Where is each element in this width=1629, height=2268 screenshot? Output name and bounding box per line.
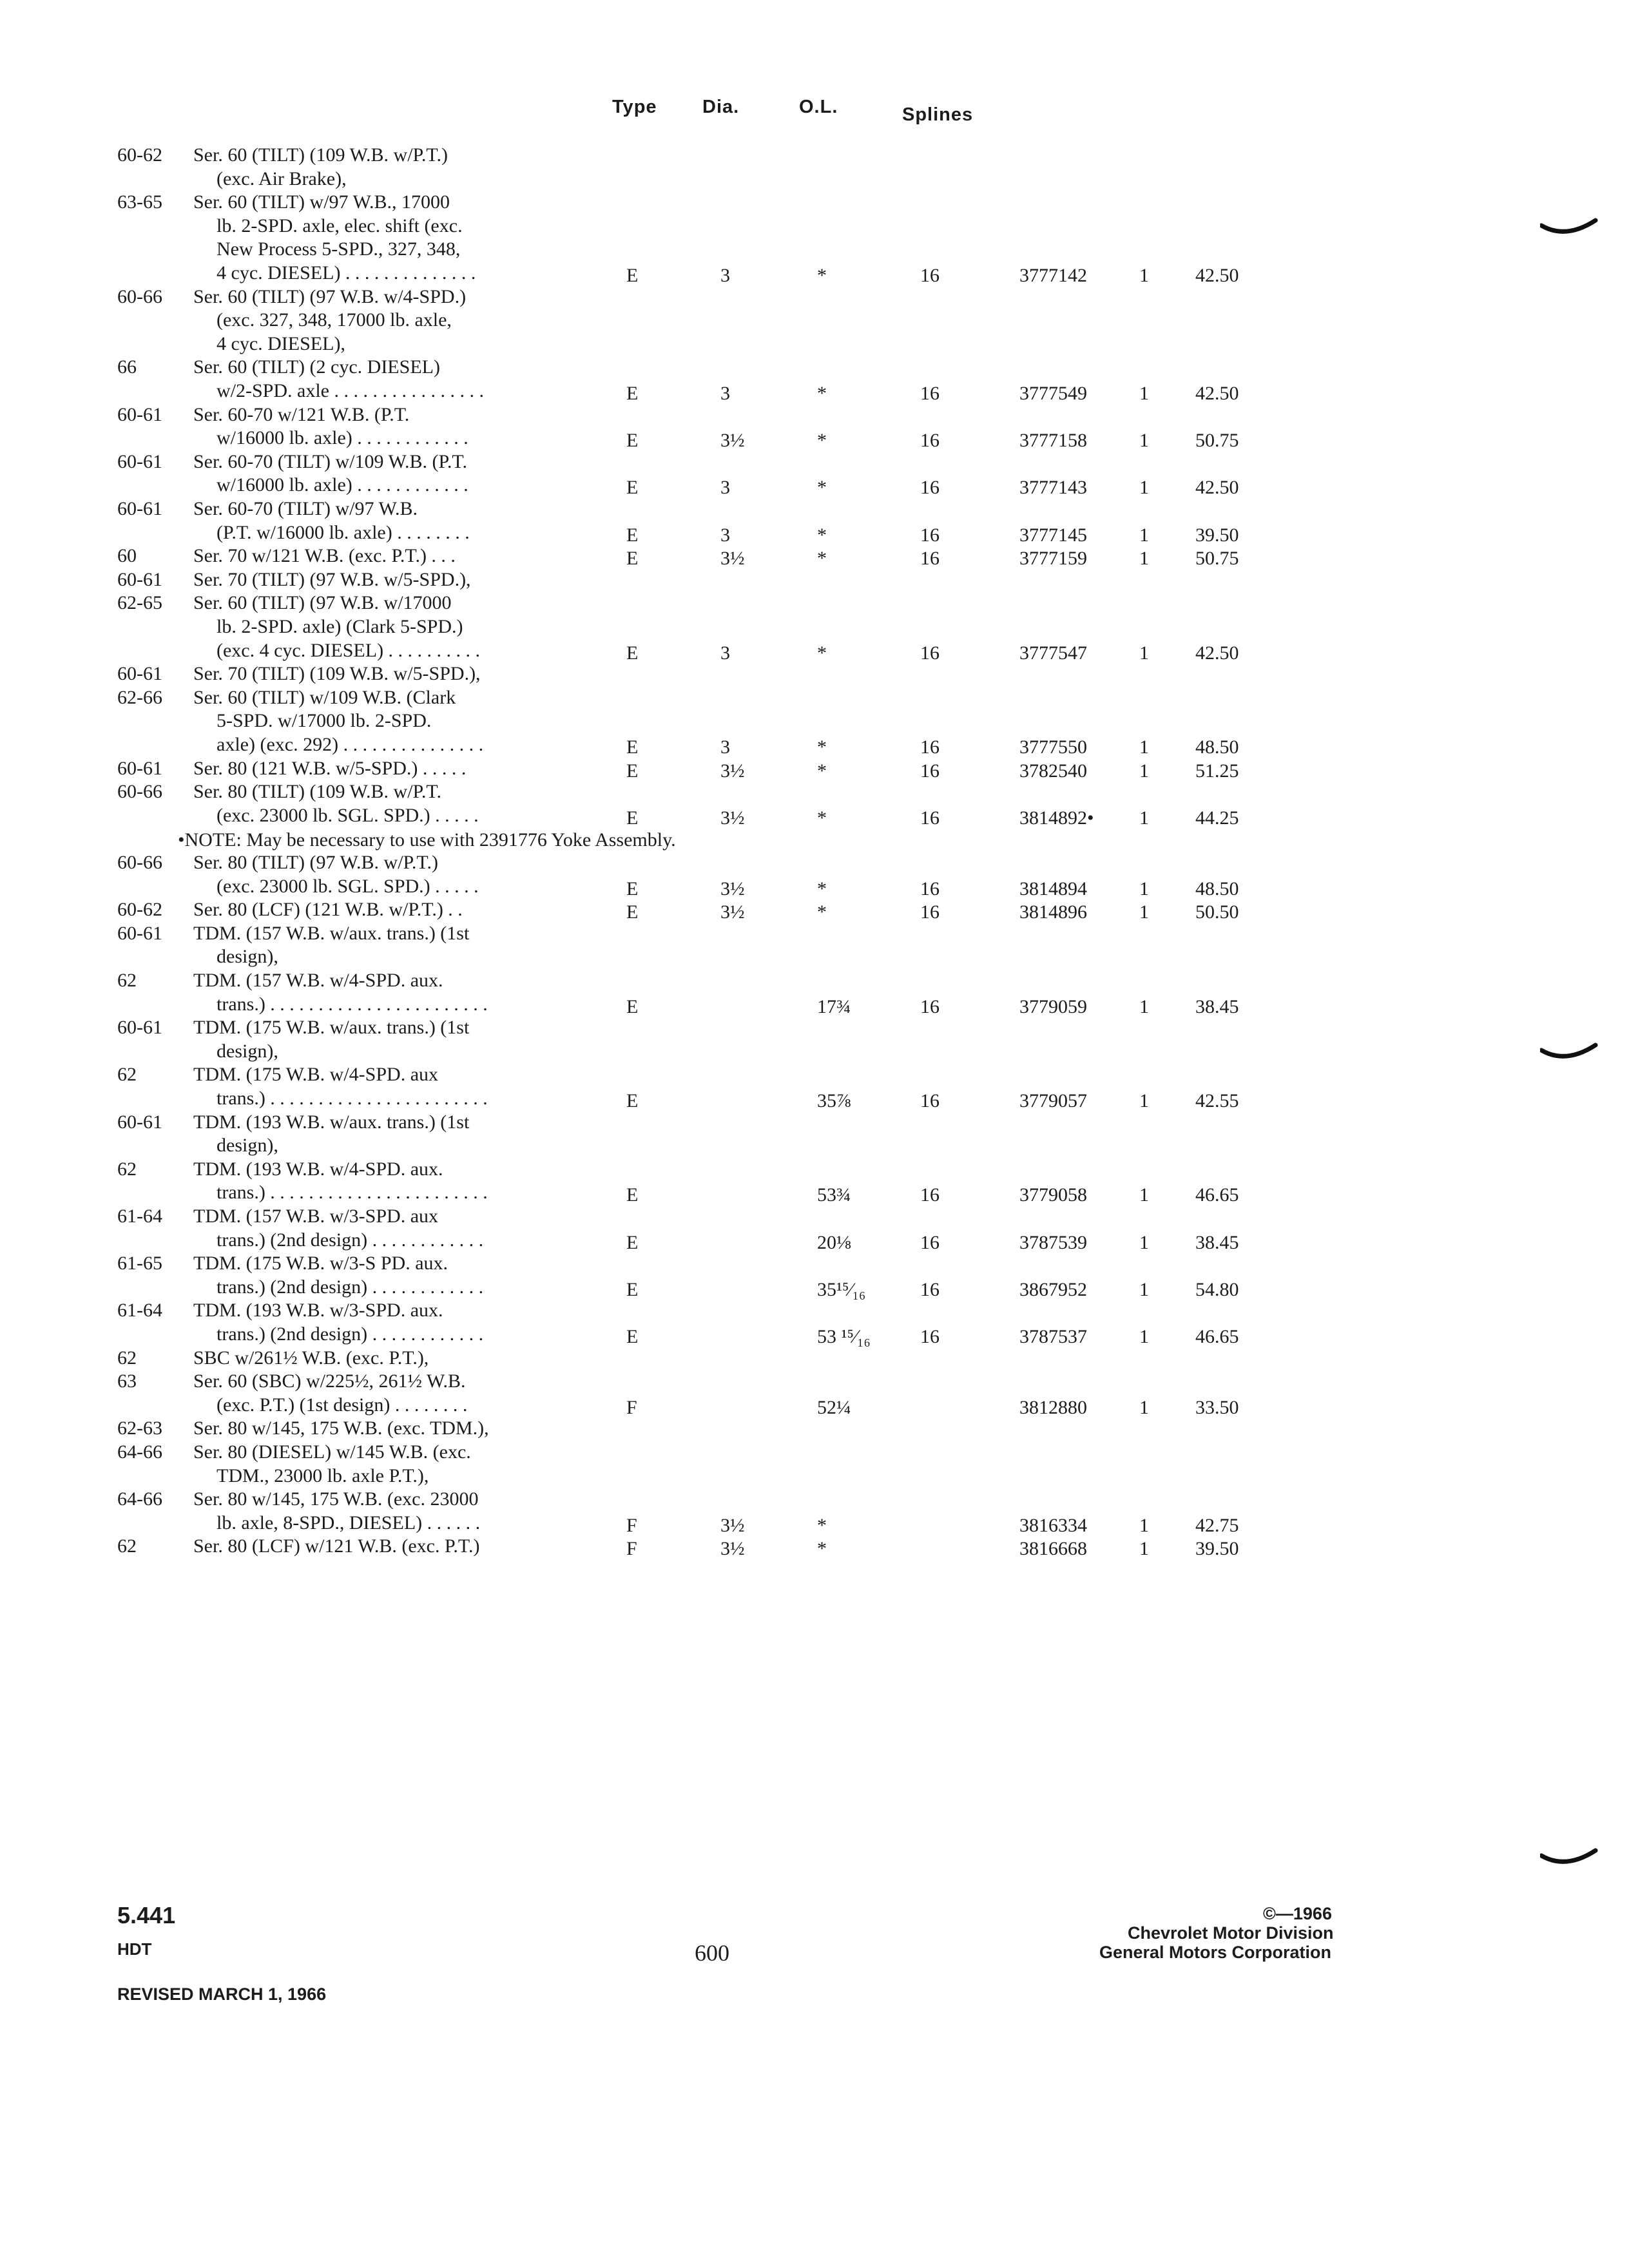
cell-qty: 1 <box>1139 760 1149 782</box>
binding-mark-icon <box>1540 1836 1598 1875</box>
cell-ol: * <box>817 548 827 570</box>
cell-type: E <box>626 760 639 782</box>
model-description: Ser. 70 w/121 W.B. (exc. P.T.) . . . <box>193 545 456 567</box>
cell-ol: * <box>817 760 827 782</box>
model-years: 63 <box>117 1370 137 1392</box>
model-description: Ser. 60-70 (TILT) w/109 W.B. (P.T. <box>193 450 467 472</box>
model-description: lb. 2-SPD. axle, elec. shift (exc. <box>217 215 463 236</box>
header-ol: O.L. <box>799 97 838 117</box>
binding-mark-icon <box>1540 206 1598 245</box>
cell-splines: 16 <box>920 477 940 499</box>
cell-part: 3779058 <box>1019 1184 1087 1206</box>
model-years: 62 <box>117 970 137 991</box>
model-description: 5-SPD. w/17000 lb. 2-SPD. <box>217 710 432 732</box>
cell-qty: 1 <box>1139 477 1149 499</box>
cell-price: 46.65 <box>1195 1326 1239 1347</box>
cell-qty: 1 <box>1139 1538 1149 1560</box>
model-years: 64-66 <box>117 1441 162 1463</box>
cell-part: 3814892• <box>1019 807 1094 829</box>
section-sub: HDT <box>117 1939 152 1959</box>
model-years: 60-61 <box>117 450 162 472</box>
model-years: 60-61 <box>117 1111 162 1133</box>
cell-dia: 3½ <box>720 807 745 829</box>
cell-qty: 1 <box>1139 807 1149 829</box>
model-description: lb. axle, 8-SPD., DIESEL) . . . . . . <box>217 1512 481 1533</box>
cell-price: 39.50 <box>1195 524 1239 546</box>
model-description: w/16000 lb. axle) . . . . . . . . . . . . <box>217 474 468 496</box>
model-description: Ser. 60 (TILT) (97 W.B. w/17000 <box>193 592 452 614</box>
model-years: 61-64 <box>117 1206 162 1227</box>
model-description: Ser. 60-70 w/121 W.B. (P.T. <box>193 403 410 425</box>
cell-splines: 16 <box>920 383 940 404</box>
model-description: Ser. 60 (SBC) w/225½, 261½ W.B. <box>193 1370 466 1392</box>
model-description: TDM. (193 W.B. w/3-SPD. aux. <box>193 1300 443 1321</box>
model-description: (exc. Air Brake), <box>217 168 347 189</box>
cell-part: 3777159 <box>1019 548 1087 570</box>
model-description: 4 cyc. DIESEL) . . . . . . . . . . . . . . <box>217 262 476 284</box>
cell-splines: 16 <box>920 1184 940 1206</box>
model-description: TDM. (157 W.B. w/3-SPD. aux <box>193 1206 439 1227</box>
model-description: trans.) . . . . . . . . . . . . . . . . . . . . . . . <box>217 1088 488 1109</box>
cell-type: E <box>626 524 639 546</box>
cell-ol: 17¾ <box>817 995 851 1017</box>
cell-part: 3777550 <box>1019 736 1087 758</box>
model-description: Ser. 60-70 (TILT) w/97 W.B. <box>193 498 418 519</box>
model-description: 4 cyc. DIESEL), <box>217 332 345 354</box>
model-description: New Process 5-SPD., 327, 348, <box>217 238 461 260</box>
cell-type: E <box>626 548 639 570</box>
model-description: lb. 2-SPD. axle) (Clark 5-SPD.) <box>217 616 463 637</box>
cell-type: F <box>626 1514 637 1536</box>
model-description: axle) (exc. 292) . . . . . . . . . . . . . . . <box>217 734 484 755</box>
model-description: trans.) (2nd design) . . . . . . . . . . . . <box>217 1229 484 1251</box>
cell-qty: 1 <box>1139 901 1149 923</box>
model-description: Ser. 80 (TILT) (109 W.B. w/P.T. <box>193 781 442 803</box>
cell-part: 3814894 <box>1019 878 1087 899</box>
cell-splines: 16 <box>920 878 940 899</box>
cell-ol: * <box>817 878 827 899</box>
cell-type: E <box>626 1184 639 1206</box>
model-description: (exc. 23000 lb. SGL. SPD.) . . . . . <box>217 804 479 826</box>
cell-dia: 3½ <box>720 430 745 452</box>
cell-dia: 3 <box>720 642 730 664</box>
cell-price: 42.75 <box>1195 1514 1239 1536</box>
model-years: 61-65 <box>117 1253 162 1274</box>
cell-splines: 16 <box>920 995 940 1017</box>
cell-ol: * <box>817 1514 827 1536</box>
model-years: 60-61 <box>117 922 162 944</box>
cell-type: E <box>626 878 639 899</box>
cell-dia: 3 <box>720 265 730 286</box>
cell-ol: * <box>817 1538 827 1560</box>
model-description: (P.T. w/16000 lb. axle) . . . . . . . . <box>217 521 470 543</box>
model-description: Ser. 80 (TILT) (97 W.B. w/P.T.) <box>193 852 438 873</box>
cell-part: 3867952 <box>1019 1278 1087 1300</box>
header-splines: Splines <box>902 104 974 125</box>
cell-dia: 3 <box>720 524 730 546</box>
cell-qty: 1 <box>1139 1326 1149 1347</box>
cell-ol: 35¹⁵⁄₁₆ <box>817 1278 866 1300</box>
cell-price: 54.80 <box>1195 1278 1239 1300</box>
model-description: TDM. (193 W.B. w/4-SPD. aux. <box>193 1158 443 1180</box>
model-years: 62-63 <box>117 1418 162 1439</box>
cell-qty: 1 <box>1139 1514 1149 1536</box>
cell-price: 44.25 <box>1195 807 1239 829</box>
binding-mark-icon <box>1540 1031 1598 1070</box>
cell-splines: 16 <box>920 760 940 782</box>
model-description: Ser. 60 (TILT) w/109 W.B. (Clark <box>193 686 456 708</box>
cell-type: E <box>626 265 639 286</box>
cell-ol: 52¼ <box>817 1396 851 1418</box>
model-description: Ser. 70 (TILT) (97 W.B. w/5-SPD.), <box>193 568 471 590</box>
cell-splines: 16 <box>920 1326 940 1347</box>
cell-price: 38.45 <box>1195 1231 1239 1253</box>
cell-ol: * <box>817 807 827 829</box>
model-description: trans.) . . . . . . . . . . . . . . . . . . . . . . . <box>217 1182 488 1204</box>
model-description: trans.) . . . . . . . . . . . . . . . . . . . . . . . <box>217 993 488 1015</box>
cell-ol: * <box>817 524 827 546</box>
model-description: Ser. 80 w/145, 175 W.B. (exc. 23000 <box>193 1488 479 1510</box>
cell-part: 3782540 <box>1019 760 1087 782</box>
cell-type: E <box>626 383 639 404</box>
cell-part: 3777142 <box>1019 265 1087 286</box>
model-years: 60 <box>117 545 137 567</box>
cell-dia: 3½ <box>720 760 745 782</box>
cell-dia: 3 <box>720 736 730 758</box>
cell-part: 3777143 <box>1019 477 1087 499</box>
model-years: 62 <box>117 1535 137 1557</box>
cell-qty: 1 <box>1139 383 1149 404</box>
model-description: (exc. P.T.) (1st design) . . . . . . . . <box>217 1394 468 1416</box>
cell-splines: 16 <box>920 1090 940 1111</box>
model-description: Ser. 80 (LCF) (121 W.B. w/P.T.) . . <box>193 899 463 921</box>
page-number: 600 <box>695 1940 729 1966</box>
cell-price: 42.55 <box>1195 1090 1239 1111</box>
cell-qty: 1 <box>1139 524 1149 546</box>
cell-ol: 20⅛ <box>817 1231 851 1253</box>
model-years: 61-64 <box>117 1300 162 1321</box>
cell-dia: 3½ <box>720 548 745 570</box>
cell-ol: * <box>817 642 827 664</box>
model-description: Ser. 60 (TILT) (97 W.B. w/4-SPD.) <box>193 285 467 307</box>
cell-price: 33.50 <box>1195 1396 1239 1418</box>
model-years: 62 <box>117 1064 137 1086</box>
model-description: TDM. (157 W.B. w/aux. trans.) (1st <box>193 922 470 944</box>
cell-splines: 16 <box>920 548 940 570</box>
cell-part: 3816668 <box>1019 1538 1087 1560</box>
cell-type: E <box>626 1326 639 1347</box>
cell-type: E <box>626 995 639 1017</box>
cell-ol: * <box>817 383 827 404</box>
cell-qty: 1 <box>1139 878 1149 899</box>
model-description: trans.) (2nd design) . . . . . . . . . . . . <box>217 1276 484 1298</box>
model-years: 60-66 <box>117 852 162 873</box>
cell-qty: 1 <box>1139 548 1149 570</box>
cell-price: 48.50 <box>1195 736 1239 758</box>
cell-qty: 1 <box>1139 1278 1149 1300</box>
model-years: 60-66 <box>117 781 162 803</box>
model-description: Ser. 70 (TILT) (109 W.B. w/5-SPD.), <box>193 663 481 685</box>
model-years: 60-62 <box>117 899 162 921</box>
cell-ol: 35⅞ <box>817 1090 851 1111</box>
model-description: Ser. 60 (TILT) (109 W.B. w/P.T.) <box>193 144 448 166</box>
model-description: (exc. 23000 lb. SGL. SPD.) . . . . . <box>217 875 479 897</box>
model-description: (exc. 327, 348, 17000 lb. axle, <box>217 309 452 331</box>
model-description: TDM. (175 W.B. w/3-S PD. aux. <box>193 1253 448 1274</box>
cell-price: 42.50 <box>1195 265 1239 286</box>
cell-price: 42.50 <box>1195 642 1239 664</box>
cell-price: 51.25 <box>1195 760 1239 782</box>
cell-part: 3779057 <box>1019 1090 1087 1111</box>
cell-price: 50.75 <box>1195 548 1239 570</box>
cell-part: 3816334 <box>1019 1514 1087 1536</box>
model-description: Ser. 80 (LCF) w/121 W.B. (exc. P.T.) <box>193 1535 480 1557</box>
cell-dia: 3 <box>720 477 730 499</box>
model-years: 60-61 <box>117 568 162 590</box>
cell-splines: 16 <box>920 807 940 829</box>
cell-splines: 16 <box>920 430 940 452</box>
cell-dia: 3½ <box>720 1538 745 1560</box>
cell-dia: 3½ <box>720 878 745 899</box>
section-number: 5.441 <box>117 1902 176 1928</box>
cell-type: F <box>626 1538 637 1560</box>
cell-splines: 16 <box>920 901 940 923</box>
cell-qty: 1 <box>1139 736 1149 758</box>
cell-type: E <box>626 1231 639 1253</box>
cell-dia: 3½ <box>720 1514 745 1536</box>
model-description: TDM. (157 W.B. w/4-SPD. aux. <box>193 970 443 991</box>
cell-splines: 16 <box>920 1231 940 1253</box>
model-years: 60-61 <box>117 403 162 425</box>
cell-qty: 1 <box>1139 1231 1149 1253</box>
cell-price: 39.50 <box>1195 1538 1239 1560</box>
model-description: SBC w/261½ W.B. (exc. P.T.), <box>193 1347 429 1369</box>
cell-qty: 1 <box>1139 265 1149 286</box>
cell-type: E <box>626 736 639 758</box>
model-description: Ser. 80 (DIESEL) w/145 W.B. (exc. <box>193 1441 471 1463</box>
cell-ol: * <box>817 430 827 452</box>
cell-price: 38.45 <box>1195 995 1239 1017</box>
model-years: 60-61 <box>117 1017 162 1039</box>
model-description: w/16000 lb. axle) . . . . . . . . . . . . <box>217 427 468 449</box>
cell-price: 46.65 <box>1195 1184 1239 1206</box>
cell-ol: 53¾ <box>817 1184 851 1206</box>
cell-type: F <box>626 1396 637 1418</box>
cell-part: 3787539 <box>1019 1231 1087 1253</box>
model-years: 64-66 <box>117 1488 162 1510</box>
cell-qty: 1 <box>1139 1396 1149 1418</box>
cell-price: 48.50 <box>1195 878 1239 899</box>
model-description: TDM. (175 W.B. w/4-SPD. aux <box>193 1064 439 1086</box>
cell-qty: 1 <box>1139 642 1149 664</box>
cell-qty: 1 <box>1139 995 1149 1017</box>
copyright: ©—1966 <box>1263 1904 1332 1923</box>
model-years: 62-65 <box>117 592 162 614</box>
cell-ol: * <box>817 265 827 286</box>
cell-type: E <box>626 1278 639 1300</box>
model-description: TDM., 23000 lb. axle P.T.), <box>217 1465 429 1486</box>
model-description: Ser. 60 (TILT) (2 cyc. DIESEL) <box>193 356 440 378</box>
cell-qty: 1 <box>1139 430 1149 452</box>
footnote: •NOTE: May be necessary to use with 2391776 Yoke Assembly. <box>178 829 676 851</box>
cell-type: E <box>626 477 639 499</box>
division: Chevrolet Motor Division <box>1128 1923 1334 1943</box>
model-description: design), <box>217 946 278 968</box>
model-description: design), <box>217 1040 278 1062</box>
cell-part: 3787537 <box>1019 1326 1087 1347</box>
cell-part: 3814896 <box>1019 901 1087 923</box>
model-description: Ser. 80 (121 W.B. w/5-SPD.) . . . . . <box>193 757 467 779</box>
cell-part: 3812880 <box>1019 1396 1087 1418</box>
model-years: 60-61 <box>117 663 162 685</box>
model-description: Ser. 80 w/145, 175 W.B. (exc. TDM.), <box>193 1418 489 1439</box>
cell-part: 3777158 <box>1019 430 1087 452</box>
cell-part: 3777145 <box>1019 524 1087 546</box>
cell-type: E <box>626 430 639 452</box>
cell-price: 50.75 <box>1195 430 1239 452</box>
model-years: 60-61 <box>117 498 162 519</box>
model-description: TDM. (175 W.B. w/aux. trans.) (1st <box>193 1017 470 1039</box>
model-years: 60-62 <box>117 144 162 166</box>
cell-part: 3777549 <box>1019 383 1087 404</box>
cell-price: 42.50 <box>1195 383 1239 404</box>
model-description: Ser. 60 (TILT) w/97 W.B., 17000 <box>193 191 450 213</box>
cell-qty: 1 <box>1139 1184 1149 1206</box>
model-description: (exc. 4 cyc. DIESEL) . . . . . . . . . . <box>217 639 481 661</box>
model-description: TDM. (193 W.B. w/aux. trans.) (1st <box>193 1111 470 1133</box>
model-description: trans.) (2nd design) . . . . . . . . . . . . <box>217 1323 484 1345</box>
model-years: 62 <box>117 1347 137 1369</box>
revised-date: REVISED MARCH 1, 1966 <box>117 1984 327 2004</box>
header-type: Type <box>612 97 657 117</box>
cell-splines: 16 <box>920 642 940 664</box>
model-years: 62-66 <box>117 686 162 708</box>
model-years: 60-66 <box>117 285 162 307</box>
model-description: design), <box>217 1135 278 1157</box>
cell-ol: 53 ¹⁵⁄₁₆ <box>817 1326 871 1347</box>
cell-type: E <box>626 1090 639 1111</box>
cell-type: E <box>626 807 639 829</box>
cell-type: E <box>626 901 639 923</box>
cell-ol: * <box>817 736 827 758</box>
cell-splines: 16 <box>920 524 940 546</box>
corporation: General Motors Corporation <box>1099 1943 1332 1962</box>
cell-splines: 16 <box>920 736 940 758</box>
cell-part: 3779059 <box>1019 995 1087 1017</box>
cell-price: 50.50 <box>1195 901 1239 923</box>
cell-part: 3777547 <box>1019 642 1087 664</box>
model-years: 63-65 <box>117 191 162 213</box>
cell-dia: 3 <box>720 383 730 404</box>
cell-type: E <box>626 642 639 664</box>
header-dia: Dia. <box>702 97 740 117</box>
model-years: 62 <box>117 1158 137 1180</box>
cell-ol: * <box>817 901 827 923</box>
cell-ol: * <box>817 477 827 499</box>
cell-price: 42.50 <box>1195 477 1239 499</box>
model-years: 60-61 <box>117 757 162 779</box>
cell-splines: 16 <box>920 1278 940 1300</box>
model-years: 66 <box>117 356 137 378</box>
cell-dia: 3½ <box>720 901 745 923</box>
cell-splines: 16 <box>920 265 940 286</box>
cell-qty: 1 <box>1139 1090 1149 1111</box>
model-description: w/2-SPD. axle . . . . . . . . . . . . . . . . <box>217 380 484 401</box>
